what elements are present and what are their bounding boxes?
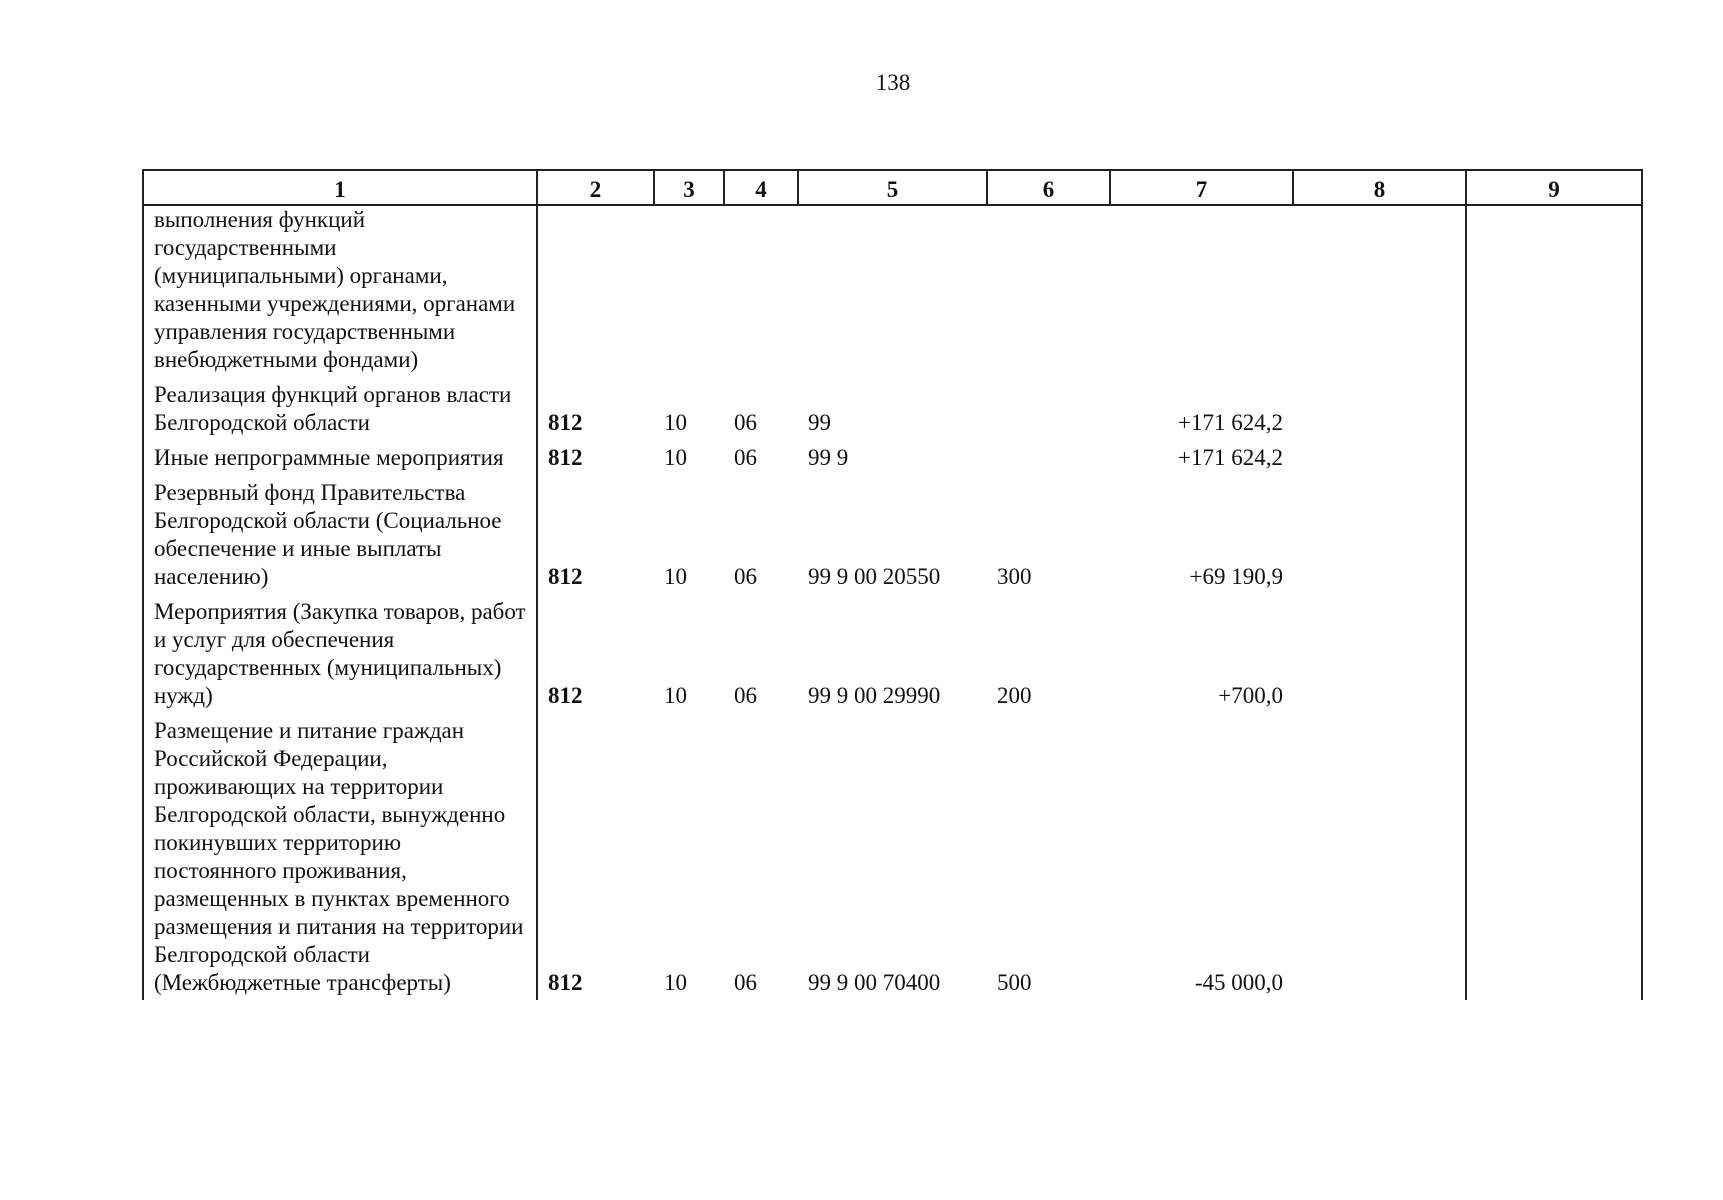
- cell-amount: +69 190,9: [1189, 564, 1283, 589]
- column-header: 5: [798, 170, 987, 205]
- budget-table: [142, 169, 1643, 1000]
- cell-expense-type: 200: [997, 683, 1032, 708]
- cell-target-article: 99: [808, 410, 831, 435]
- cell-subsection: 06: [734, 970, 757, 995]
- cell-ministry-code: 812: [537, 594, 654, 713]
- cell-col8: [1293, 594, 1466, 713]
- cell-subsection: 06: [734, 445, 757, 470]
- cell-section: 10: [664, 564, 687, 589]
- cell-amount: +171 624,2: [1178, 445, 1283, 470]
- cell-col9: [1466, 594, 1642, 713]
- cell-ministry-code: 812: [537, 475, 654, 594]
- cell-subsection: 06: [734, 683, 757, 708]
- table-row: [143, 377, 1642, 440]
- cell-expense-type: [987, 440, 1110, 475]
- cell-col8: [1293, 377, 1466, 440]
- cell-amount: +700,0: [1218, 683, 1283, 708]
- cell-ministry-code: 812: [537, 713, 654, 1000]
- cell-col9: [1466, 475, 1642, 594]
- cell-expense-type: [987, 205, 1110, 377]
- column-header: 8: [1293, 170, 1466, 205]
- cell-ministry-code: 812: [537, 377, 654, 440]
- row-name: Иные непрограммные мероприятия: [143, 440, 537, 475]
- cell-subsection: 06: [734, 410, 757, 435]
- cell-amount: -45 000,0: [1194, 970, 1283, 995]
- column-header: 3: [654, 170, 724, 205]
- cell-section: [654, 205, 724, 377]
- cell-expense-type: [987, 377, 1110, 440]
- cell-col8: [1293, 205, 1466, 377]
- table-header-row: [143, 170, 1642, 205]
- cell-col9: [1466, 440, 1642, 475]
- cell-ministry-code: [537, 205, 654, 377]
- cell-subsection: [724, 205, 798, 377]
- cell-section: 10: [664, 970, 687, 995]
- cell-section: 10: [664, 683, 687, 708]
- column-header: 4: [724, 170, 798, 205]
- cell-section: 10: [664, 445, 687, 470]
- row-name: Реализация функций органов власти Белгородской области: [143, 377, 537, 440]
- cell-col9: [1466, 713, 1642, 1000]
- cell-amount: +171 624,2: [1178, 410, 1283, 435]
- cell-target-article: 99 9: [808, 445, 849, 470]
- column-header: 6: [987, 170, 1110, 205]
- row-name: выполнения функций государственными (муниципальными) органами, казенными учреждениями, органами управления государственными внебюджетными фондами): [143, 205, 537, 377]
- cell-target-article: 99 9 00 70400: [808, 970, 941, 995]
- table-row: [143, 475, 1642, 594]
- row-name: Резервный фонд Правительства Белгородской области (Социальное обеспечение и иные выплаты населению): [143, 475, 537, 594]
- row-name: Мероприятия (Закупка товаров, работ и услуг для обеспечения государственных (муниципальных) нужд): [143, 594, 537, 713]
- row-name: Размещение и питание граждан Российской Федерации, проживающих на территории Белгородской области, вынужденно покинувших территорию постоянного проживания, размещенных в пунктах временного размещения и питания на территории Белгородской области (Межбюджетные трансферты): [143, 713, 537, 1000]
- column-header: 9: [1466, 170, 1642, 205]
- cell-col8: [1293, 475, 1466, 594]
- table-row: [143, 205, 1642, 377]
- table-row: [143, 713, 1642, 1000]
- page-number: 138: [875, 70, 911, 95]
- cell-target-article: [798, 205, 987, 377]
- cell-col9: [1466, 205, 1642, 377]
- cell-section: 10: [664, 410, 687, 435]
- cell-expense-type: 500: [997, 970, 1032, 995]
- cell-col9: [1466, 377, 1642, 440]
- column-header: 1: [143, 170, 537, 205]
- column-header: 7: [1110, 170, 1293, 205]
- cell-amount: [1110, 205, 1293, 377]
- cell-expense-type: 300: [997, 564, 1032, 589]
- table-row: [143, 594, 1642, 713]
- column-header: 2: [537, 170, 654, 205]
- table-row: [143, 440, 1642, 475]
- cell-ministry-code: 812: [537, 440, 654, 475]
- cell-col8: [1293, 713, 1466, 1000]
- cell-subsection: 06: [734, 564, 757, 589]
- cell-col8: [1293, 440, 1466, 475]
- cell-target-article: 99 9 00 20550: [808, 564, 941, 589]
- cell-target-article: 99 9 00 29990: [808, 683, 941, 708]
